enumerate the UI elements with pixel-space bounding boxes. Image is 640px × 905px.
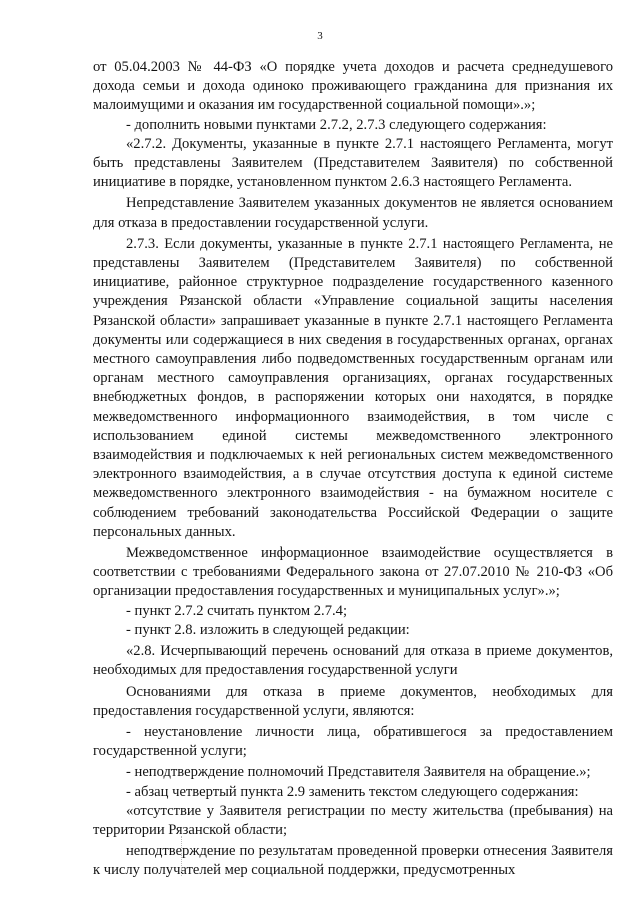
paragraph-law-reference: от 05.04.2003 № 44-ФЗ «О порядке учета доходов и расчета среднедушевого дохода семьи и дохода одиноко проживающего гражданина для признания их малоимущими и оказания им государственной социальной помощи».»; xyxy=(93,59,613,114)
paragraph-authority: - неподтверждение полномочий Представителя Заявителя на обращение.»; xyxy=(126,764,591,781)
scan-artifact-line xyxy=(181,836,184,876)
paragraph-2-7-2: «2.7.2. Документы, указанные в пункте 2.7.1 настоящего Регламента, могут быть представлены Заявителем (Представителем Заявителя) по собственной инициативе в порядке, установленном пунктом 2.6.3 настоящего Регламента. xyxy=(93,135,613,191)
paragraph-identity: - неустановление личности лица, обратившегося за предоставлением государственной услуги; xyxy=(93,723,613,760)
paragraph-2-7-3: 2.7.3. Если документы, указанные в пункте 2.7.1 настоящего Регламента, не представлены Заявителем (Представителем Заявителя) по собственной инициативе, районное структурное подразделение государственного казенного учреждения Рязанской области «Управление социальной защиты населения Рязанской области» запрашивает указанные в пункте 2.7.1 настоящего Регламента документы или содержащиеся в них сведения в государственных органах, органах местного самоуправления либо подведомственных государственным органам или органам местного самоуправления организациях, органах государственных внебюджетных фондов, в распоряжении которых они находятся, в порядке межведомственного информационного взаимодействия, в том числе с использованием единой системы межведомственного электронного взаимодействия и подключаемых к ней региональных систем межведомственного электронного взаимодействия, а в случае отсутствия доступа к единой системе межведомственного электронного взаимодействия - на бумажном носителе с соблюдением требований законодательства Российской Федерации о защите персональных данных. xyxy=(93,235,613,540)
document-body xyxy=(93,58,613,881)
paragraph-verification: неподтверждение по результатам проведенной проверки отнесения Заявителя к числу получателей мер социальной поддержки, предусмотренных xyxy=(93,843,613,879)
paragraph-2-8-edit: - пункт 2.8. изложить в следующей редакции: xyxy=(126,621,410,638)
paragraph-grounds: Основаниями для отказа в приеме документов, необходимых для предоставления государственной услуги, являются: xyxy=(93,683,613,719)
paragraph-interagency: Межведомственное информационное взаимодействие осуществляется в соответствии с требованиями Федерального закона от 27.07.2010 № 210-ФЗ «Об организации предоставления государственных и муниципальных услуг».»; xyxy=(93,545,613,600)
paragraph-2-8: «2.8. Исчерпывающий перечень оснований для отказа в приеме документов, необходимых для предоставления государственной услуги xyxy=(93,643,613,679)
paragraph-add-items: - дополнить новыми пунктами 2.7.2, 2.7.3 следующего содержания: xyxy=(126,116,547,133)
page-number: 3 xyxy=(317,30,323,42)
paragraph-registration: «отсутствие у Заявителя регистрации по месту жительства (пребывания) на территории Рязанской области; xyxy=(93,802,613,838)
paragraph-renumber: - пункт 2.7.2 считать пунктом 2.7.4; xyxy=(126,602,348,619)
paragraph-non-submission: Непредставление Заявителем указанных документов не является основанием для отказа в предоставлении государственной услуги. xyxy=(93,195,613,231)
paragraph-2-9-replace: - абзац четвертый пункта 2.9 заменить текстом следующего содержания: xyxy=(126,783,579,800)
